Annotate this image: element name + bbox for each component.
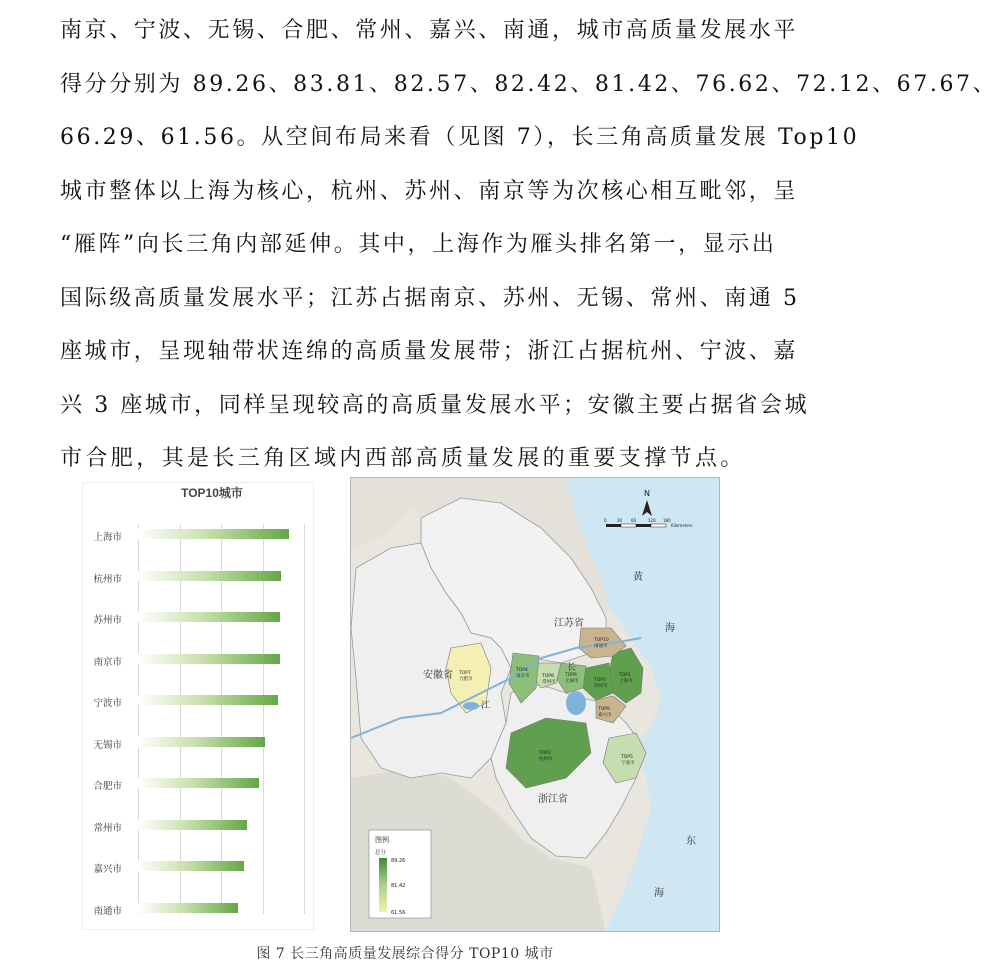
bar-category-label: 嘉兴市 [93, 864, 122, 875]
legend-max: 89.26 [391, 858, 406, 864]
paragraph-line: 市合肥，其是长三角区域内西部高质量发展的重要支撑节点。 [60, 446, 746, 471]
city-name: 嘉兴市 [598, 713, 612, 718]
city-name: 南通市 [594, 644, 608, 649]
city-name: 无锡市 [565, 679, 579, 684]
city-rank: TOP1 [619, 673, 631, 678]
sea-label: 海 [665, 623, 675, 634]
legend-title: 图例 [375, 836, 389, 844]
city-rank: TOP5 [621, 755, 633, 760]
city-name: 南京市 [516, 674, 530, 679]
chart-gridline [263, 524, 264, 914]
paragraph-line: 得分分别为 89.26、83.81、82.57、82.42、81.42、76.62、72.12、67.67、 [60, 71, 997, 97]
paragraph-line: 座城市，呈现轴带状连绵的高质量发展带；浙江占据杭州、宁波、嘉 [60, 339, 799, 364]
bar [138, 903, 238, 913]
city-rank: TOP7 [459, 671, 471, 676]
bar [138, 778, 259, 788]
city-rank: TOP6 [565, 673, 577, 678]
city-rank: TOP9 [598, 707, 610, 712]
chaohu-lake [463, 702, 479, 710]
bar-category-label: 合肥市 [93, 781, 122, 792]
river-label: 江 [481, 701, 491, 711]
paragraph-line: 66.29、61.56。从空间布局来看（见图 7），长三角高质量发展 Top10 [60, 125, 860, 150]
bar [138, 820, 247, 830]
bar-category-label: 南通市 [93, 905, 122, 917]
yrd-map [350, 477, 720, 932]
scale-tick: 120 [648, 518, 656, 523]
scale-unit: Kilometers [671, 523, 693, 528]
bar-category-label: 无锡市 [93, 739, 122, 751]
paragraph-line: 南京、宁波、无锡、合肥、常州、嘉兴、南通，城市高质量发展水平 [60, 18, 799, 43]
city-rank: TOP8 [542, 674, 554, 679]
city-name: 上海市 [619, 679, 633, 684]
legend-gradient [379, 858, 387, 912]
city-rank: TOP3 [594, 678, 606, 683]
label-jiangsu: 江苏省 [554, 618, 584, 629]
figure-caption: 图 7 长三角高质量发展综合得分 TOP10 城市 [256, 946, 554, 962]
bar-category-label: 上海市 [93, 532, 122, 543]
bar-category-label: 宁波市 [93, 698, 122, 709]
bar-category-label: 杭州市 [93, 573, 122, 585]
top10-bar-chart [82, 484, 312, 924]
sea-label: 东 [686, 836, 696, 847]
city-name: 宁波市 [621, 761, 635, 766]
label-zhejiang: 浙江省 [538, 794, 568, 805]
scale-bar-segment [651, 524, 666, 527]
city-name: 杭州市 [539, 757, 553, 762]
bar [138, 612, 280, 622]
chart-gridline [180, 524, 181, 914]
bar [138, 737, 265, 747]
bar-category-label: 苏州市 [93, 615, 122, 626]
taihu-lake [566, 691, 586, 715]
bar [138, 654, 280, 664]
paragraph-line: 兴 3 座城市，同样呈现较高的高质量发展水平；安徽主要占据省会城 [60, 392, 810, 418]
chart-gridline [221, 524, 222, 914]
bar [138, 695, 278, 705]
bar [138, 529, 289, 539]
city-name: 苏州市 [594, 684, 608, 689]
chart-gridline [304, 524, 305, 914]
city-name: 合肥市 [459, 677, 473, 682]
scale-tick: 60 [631, 518, 637, 523]
bar [138, 571, 281, 581]
north-label: N [644, 489, 650, 498]
city-rank: TOP4 [516, 668, 528, 673]
paragraph-line: 国际级高质量发展水平；江苏占据南京、苏州、无锡、常州、南通 5 [60, 285, 800, 311]
scale-bar-segment [621, 524, 636, 527]
city-rank: TOP2 [539, 751, 551, 756]
chart-gridline [138, 524, 139, 914]
bar-category-label: 南京市 [93, 656, 122, 668]
city-name: 常州市 [542, 680, 556, 685]
scale-tick: 0 [604, 518, 607, 523]
scale-tick: 180 [663, 518, 671, 523]
map-svg [351, 478, 719, 931]
bar [138, 861, 244, 871]
chart-title: TOP10城市 [181, 486, 243, 500]
legend-mid: 81.42 [391, 883, 406, 889]
label-anhui: 安徽省 [423, 670, 453, 681]
sea-label: 海 [654, 888, 664, 899]
river-label: 长 [567, 663, 577, 673]
legend-subtitle: 总分 [375, 850, 387, 856]
sea-label: 黄 [633, 572, 643, 583]
legend-min: 61.56 [391, 910, 406, 916]
paragraph-line: 城市整体以上海为核心，杭州、苏州、南京等为次核心相互毗邻，呈 [60, 178, 799, 204]
bar-category-label: 常州市 [93, 822, 122, 834]
paragraph-line: “雁阵”向长三角内部延伸。其中，上海作为雁头排名第一，显示出 [60, 232, 777, 257]
city-rank: TOP10 [594, 638, 609, 643]
scale-tick: 30 [617, 518, 623, 523]
body-paragraph [60, 4, 997, 486]
